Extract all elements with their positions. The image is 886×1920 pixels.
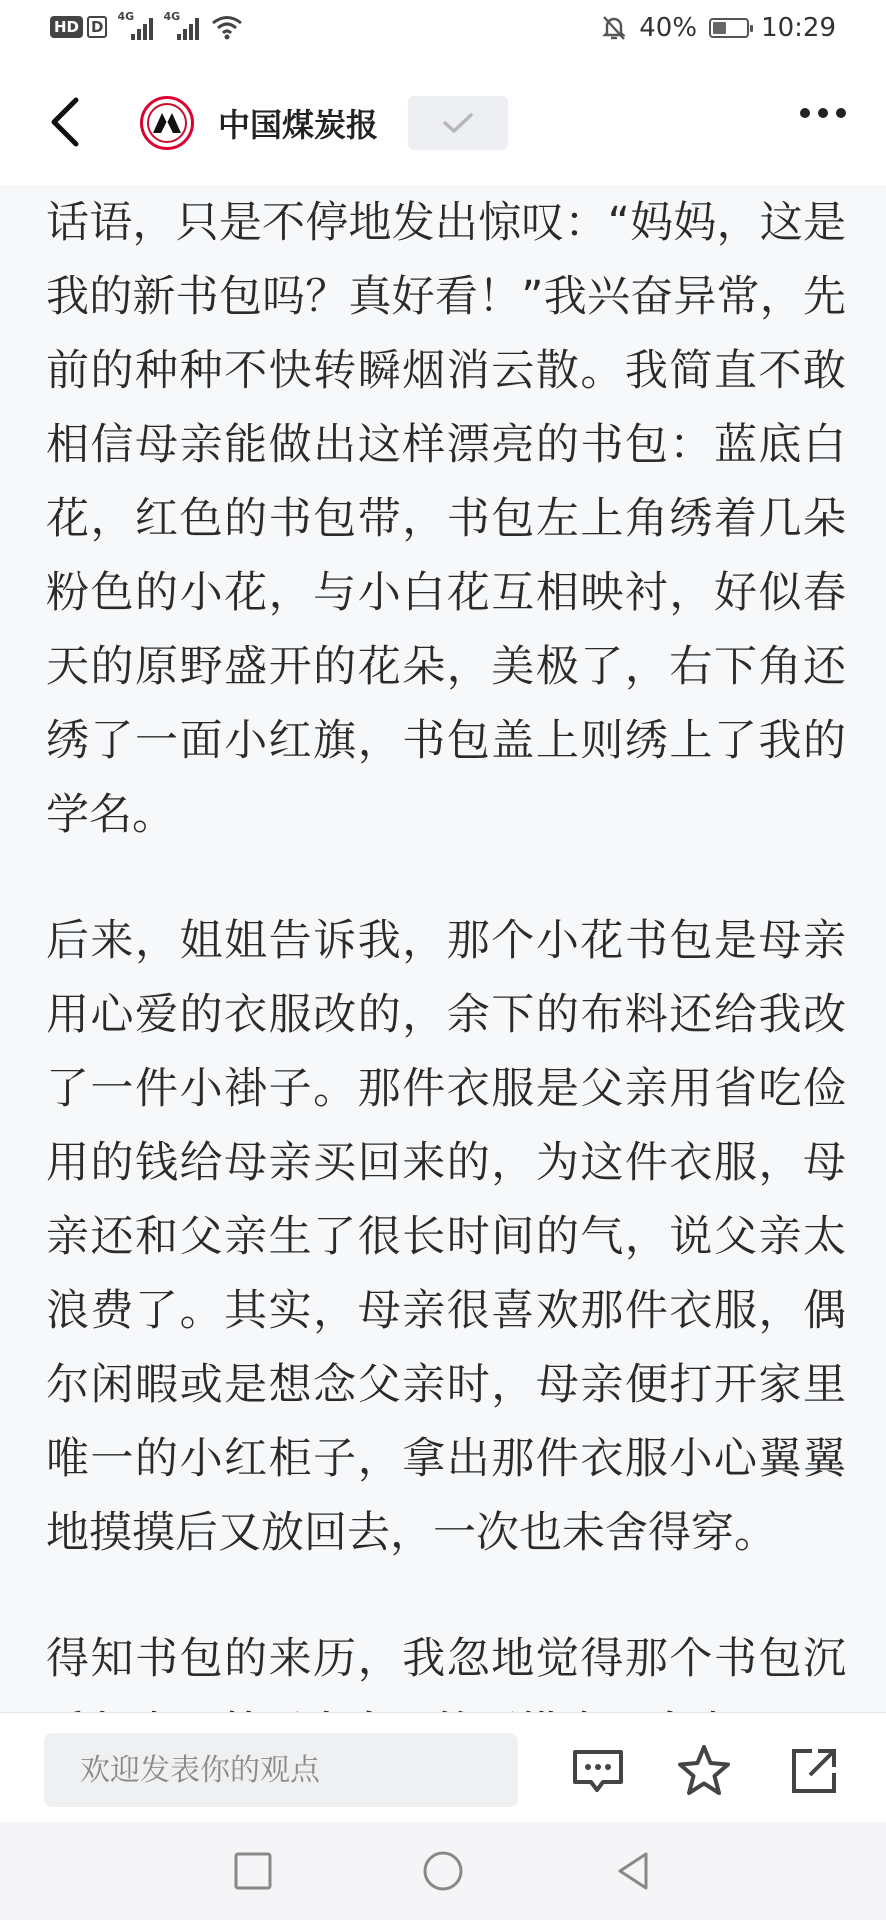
check-icon <box>441 110 475 136</box>
publisher-logo-mark <box>143 99 191 147</box>
status-right <box>601 13 836 43</box>
article-paragraph: 后来，姐姐告诉我，那个小花书包是母亲用心爱的衣服改的，余下的布料还给我改了一件小褂子。那件衣服是父亲用省吃俭用的钱给母亲买回来的，为这件衣服，母亲还和父亲生了很长时间的气，说父亲太浪费了。其实，母亲很喜欢那件衣服，偶尔闲暇或是想念父亲时，母亲便打开家里唯一的小红柜子，拿出那件衣服小心翼翼地摸摸后又放回去，一次也未舍得穿。 <box>46 916 846 1558</box>
wifi-icon <box>211 14 243 40</box>
signal-2-icon <box>163 10 199 40</box>
share-icon[interactable] <box>786 1743 842 1799</box>
more-icon[interactable] <box>800 108 846 118</box>
star-icon[interactable] <box>676 1743 732 1799</box>
recent-apps-icon[interactable] <box>228 1846 278 1896</box>
article-paragraph: 得知书包的来历，我忽地觉得那个书包沉 <box>46 1634 846 1684</box>
comment-icon[interactable] <box>570 1743 626 1799</box>
system-nav-bar <box>0 1822 886 1920</box>
battery-percent: 40% <box>639 13 698 43</box>
signal-1-icon <box>117 10 153 40</box>
publisher-logo[interactable] <box>140 96 194 150</box>
hd-badge: HD <box>50 16 83 38</box>
battery-icon <box>709 18 749 38</box>
app-header <box>0 60 886 185</box>
network-type-2: 4G <box>163 10 181 23</box>
publisher-name[interactable]: 中国煤炭报 <box>218 106 379 144</box>
article-paragraph: 话语，只是不停地发出惊叹：“妈妈，这是我的新书包吗？真好看！”我兴奋异常，先前的种种不快转瞬烟消云散。我简直不敢相信母亲能做出这样漂亮的书包：蓝底白花，红色的书包带，书包左上角绣着几朵粉色的小花，与小白花互相映衬，好似春天的原野盛开的花朵，美极了，右下角还绣了一面小红旗，书包盖上则绣上了我的学名。 <box>46 198 846 840</box>
hd-small-badge: D <box>87 16 107 38</box>
home-icon[interactable] <box>418 1846 468 1896</box>
comment-input[interactable] <box>44 1733 518 1807</box>
status-bar <box>0 0 886 60</box>
follow-button[interactable] <box>408 96 508 150</box>
clock: 10:29 <box>761 13 836 43</box>
mute-bell-icon <box>601 14 627 42</box>
network-type-1: 4G <box>117 10 135 23</box>
article-body <box>46 186 846 1711</box>
status-left <box>50 10 243 40</box>
back-triangle-icon[interactable] <box>608 1846 658 1896</box>
back-arrow-icon[interactable] <box>42 94 92 150</box>
comment-bar <box>0 1712 886 1823</box>
